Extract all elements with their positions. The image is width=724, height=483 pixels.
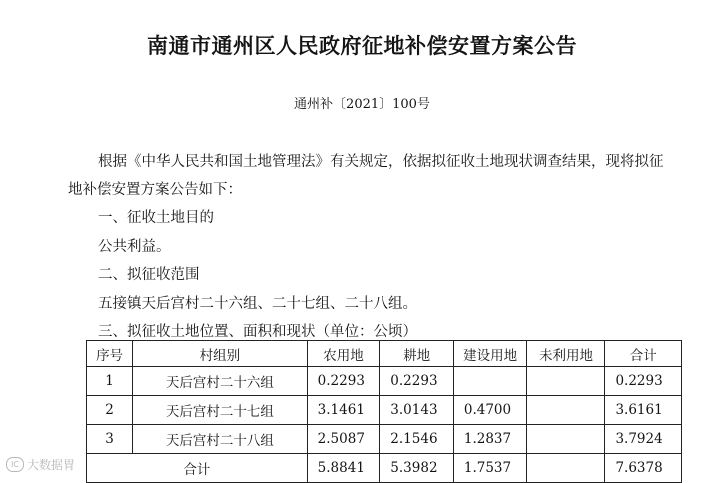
cell-construction: 1.2837 (453, 425, 527, 454)
cell-agricultural: 3.1461 (307, 396, 380, 425)
cell-total-unused (527, 454, 605, 483)
watermark-text: 大数据胃 (27, 458, 76, 472)
header-cultivated-land: 耕地 (380, 341, 454, 367)
cell-construction (453, 367, 527, 396)
document-number: 通州补〔2021〕100号 (294, 97, 430, 112)
cell-village-group: 天后宫村二十八组 (133, 425, 308, 454)
cell-seq: 1 (87, 367, 133, 396)
section-body-scope: 五接镇天后宫村二十六组、二十七组、二十八组。 (98, 296, 417, 312)
cell-village-group: 天后宫村二十七组 (133, 396, 308, 425)
cell-total: 3.7924 (605, 425, 682, 454)
cell-agricultural: 0.2293 (307, 367, 380, 396)
section-body-purpose: 公共利益。 (98, 239, 171, 255)
cell-seq: 3 (87, 425, 133, 454)
cell-unused (527, 425, 605, 454)
header-total: 合计 (605, 341, 682, 367)
cell-total-label: 合计 (87, 454, 308, 483)
cell-unused (527, 367, 605, 396)
cell-village-group: 天后宫村二十六组 (133, 367, 308, 396)
paragraph-intro-cont: 地补偿安置方案公告如下： (68, 182, 242, 198)
cell-cultivated: 0.2293 (380, 367, 454, 396)
table-header-row (87, 341, 682, 367)
table-row (87, 396, 682, 425)
cell-cultivated: 2.1546 (380, 425, 454, 454)
cell-cultivated: 3.0143 (380, 396, 454, 425)
cell-total-construction: 1.7537 (453, 454, 527, 483)
header-village-group: 村组别 (133, 341, 308, 367)
section-heading-purpose: 一、征收土地目的 (98, 210, 214, 226)
land-area-table (86, 340, 682, 483)
cell-total-agricultural: 5.8841 (307, 454, 380, 483)
cell-total-cultivated: 5.3982 (380, 454, 454, 483)
header-unused-land: 未利用地 (527, 341, 605, 367)
cell-seq: 2 (87, 396, 133, 425)
table-row (87, 367, 682, 396)
header-agricultural-land: 农用地 (307, 341, 380, 367)
cell-agricultural: 2.5087 (307, 425, 380, 454)
header-construction-land: 建设用地 (453, 341, 527, 367)
table-total-row (87, 454, 682, 483)
cell-total: 0.2293 (605, 367, 682, 396)
paragraph-intro: 根据《中华人民共和国土地管理法》有关规定，依据拟征收土地现状调查结果，现将拟征 (98, 154, 664, 170)
watermark (6, 456, 75, 473)
cell-total: 3.6161 (605, 396, 682, 425)
watermark-logo-icon: IC (6, 457, 24, 472)
document-title: 南通市通州区人民政府征地补偿安置方案公告 (147, 33, 577, 58)
header-seq: 序号 (87, 341, 133, 367)
table-row (87, 425, 682, 454)
section-heading-scope: 二、拟征收范围 (98, 267, 200, 283)
cell-total-sum: 7.6378 (605, 454, 682, 483)
section-heading-land-status: 三、拟征收土地位置、面积和现状（单位：公顷） (98, 324, 417, 340)
cell-construction: 0.4700 (453, 396, 527, 425)
cell-unused (527, 396, 605, 425)
